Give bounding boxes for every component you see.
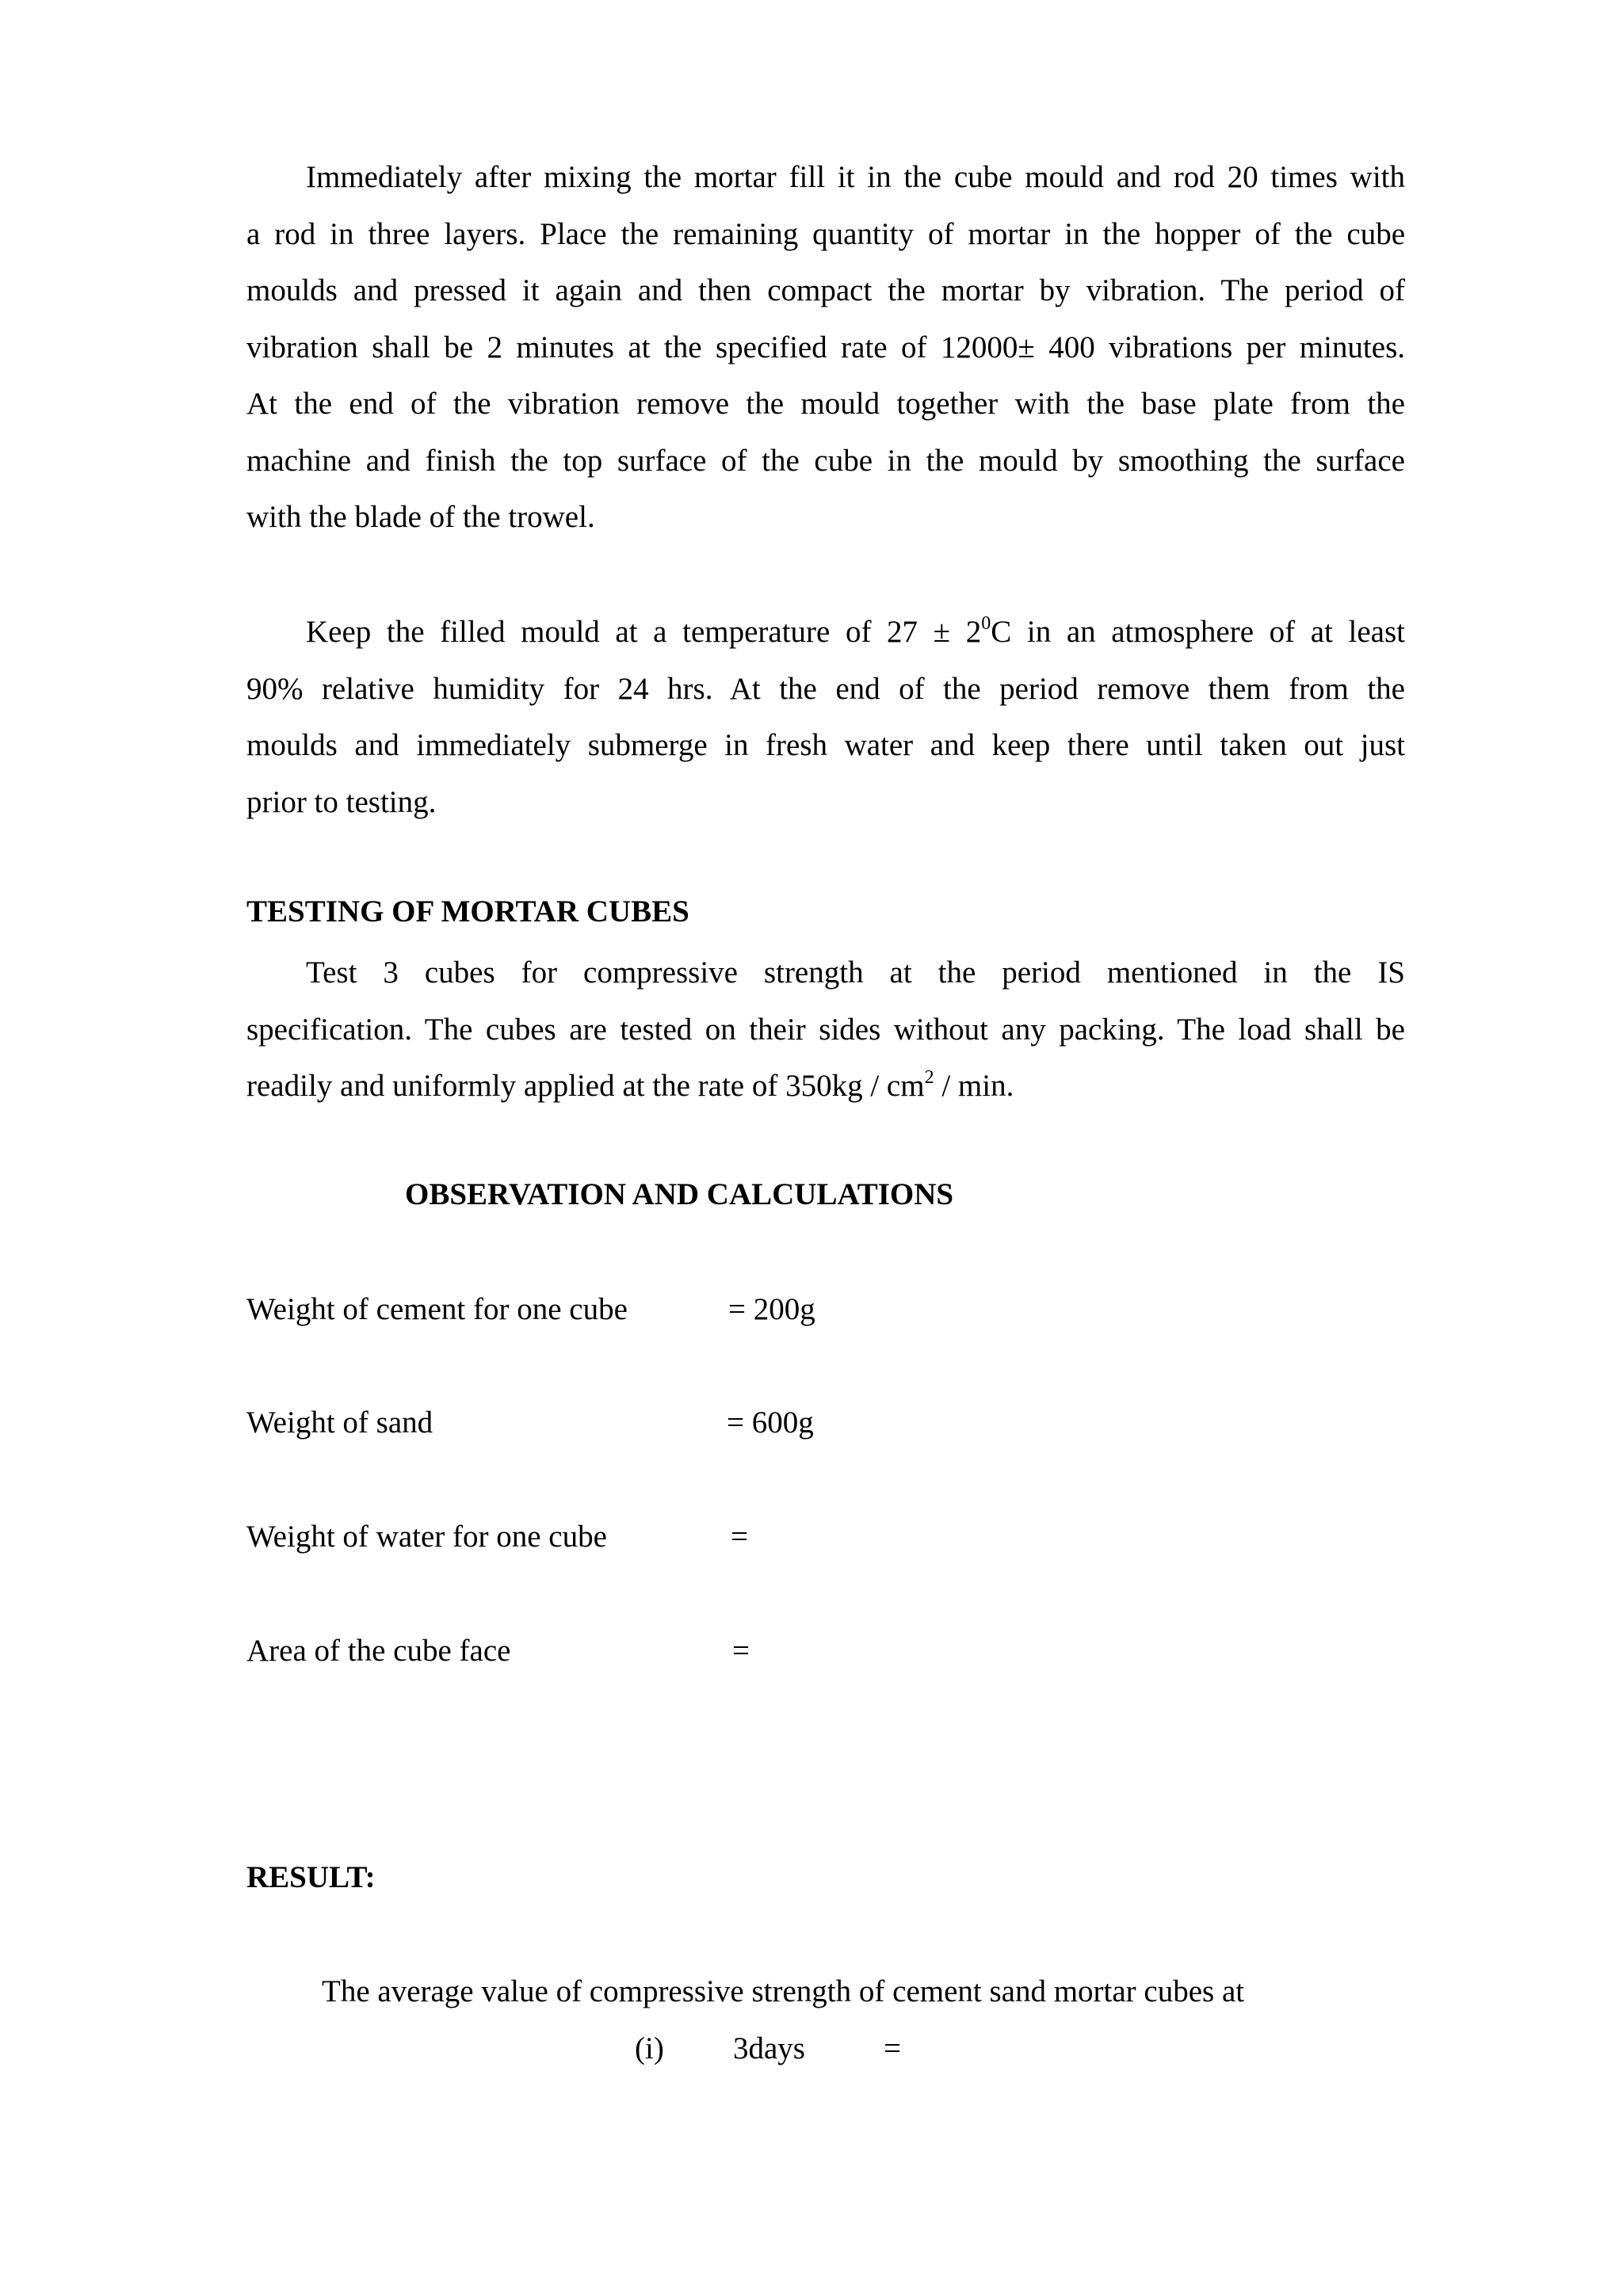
paragraph-line: Test 3 cubes for compressive strength at the period mentioned in the IS <box>306 955 1405 990</box>
paragraph-line: moulds and immediately submerge in fresh water and keep there until taken out just <box>246 728 1405 762</box>
observation-heading: OBSERVATION AND CALCULATIONS <box>405 1177 954 1211</box>
squared-superscript: 2 <box>924 1067 934 1088</box>
line-text: / min. <box>934 1069 1014 1103</box>
paragraph-line: 90% relative humidity for 24 hrs. At the end of the period remove them from the <box>246 671 1405 706</box>
result-heading: RESULT: <box>246 1860 376 1894</box>
paragraph-line: machine and finish the top surface of the cube in the mould by smoothing the surface <box>246 443 1405 478</box>
testing-heading: TESTING OF MORTAR CUBES <box>246 894 689 929</box>
paragraph-line: a rod in three layers. Place the remaining quantity of mortar in the hopper of the cube <box>246 216 1405 251</box>
paragraph-line: Immediately after mixing the mortar fill it in the cube mould and rod 20 times with <box>306 160 1405 194</box>
procedure-paragraph-2 <box>246 604 1405 830</box>
observation-value-water: = <box>731 1520 748 1554</box>
observation-value-cement: = 200g <box>728 1292 815 1326</box>
paragraph-line <box>246 1058 1405 1115</box>
result-item-equals: = <box>884 2031 901 2065</box>
observation-label-cement: Weight of cement for one cube <box>246 1292 628 1326</box>
observation-value-sand: = 600g <box>727 1405 814 1440</box>
paragraph-line: At the end of the vibration remove the mould together with the base plate from the <box>246 387 1405 421</box>
result-text: The average value of compressive strength of cement sand mortar cubes at <box>322 1974 1245 2008</box>
paragraph-line: vibration shall be 2 minutes at the specified rate of 12000± 400 vibrations per minutes. <box>246 330 1405 364</box>
result-item-index: (i) <box>635 2031 664 2065</box>
line-text: C in an atmosphere of at least <box>991 615 1405 649</box>
observation-label-area: Area of the cube face <box>246 1634 511 1668</box>
result-item-label: 3days <box>733 2031 805 2065</box>
observation-value-area: = <box>732 1634 750 1668</box>
observation-label-water: Weight of water for one cube <box>246 1520 607 1554</box>
paragraph-line: prior to testing. <box>246 784 437 819</box>
procedure-paragraph-1 <box>246 149 1405 546</box>
paragraph-line <box>246 604 1405 661</box>
observation-label-sand: Weight of sand <box>246 1405 433 1440</box>
line-text: Keep the filled mould at a temperature of 27 ± 2 <box>306 615 982 649</box>
paragraph-line: with the blade of the trowel. <box>246 500 595 534</box>
degree-superscript: 0 <box>981 613 991 634</box>
paragraph-line: moulds and pressed it again and then compact the mortar by vibration. The period of <box>246 273 1405 307</box>
line-text: readily and uniformly applied at the rate of 350kg / cm <box>246 1069 925 1103</box>
testing-paragraph <box>246 944 1405 1115</box>
paragraph-line: specification. The cubes are tested on their sides without any packing. The load shall be <box>246 1012 1405 1047</box>
